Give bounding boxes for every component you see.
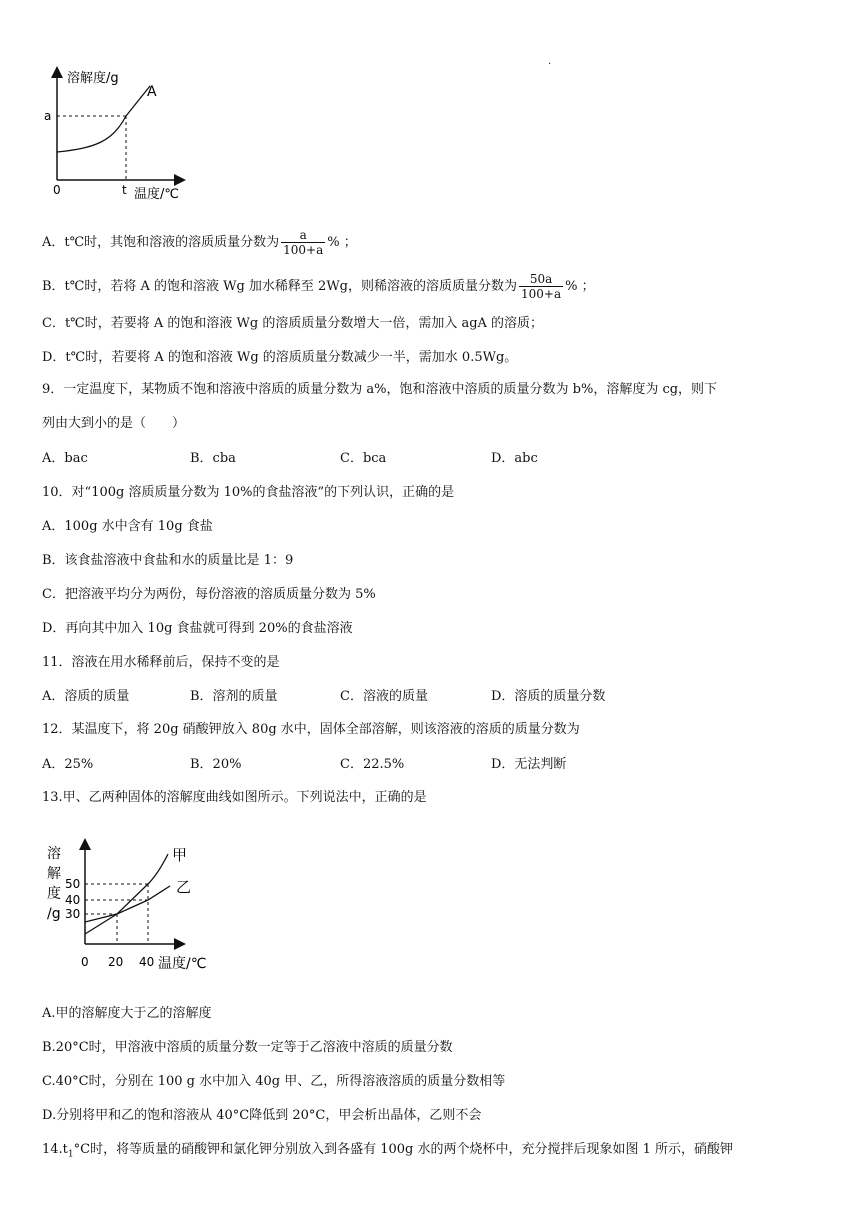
x-tick-20: 20 xyxy=(108,955,124,969)
q10-option-a: A．100g 水中含有 10g 食盐 xyxy=(42,519,213,534)
y-tick-30: 30 xyxy=(65,907,81,921)
q10-option-b: B．该食盐溶液中食盐和水的质量比是 1：9 xyxy=(42,553,294,568)
x-tick-0: 0 xyxy=(81,955,89,969)
y-axis-label: 溶解度/g xyxy=(67,71,119,86)
q10-option-c: C．把溶液平均分为两份，每份溶液的溶质质量分数为 5% xyxy=(42,587,376,602)
q8-option-a: A．t℃时，其饱和溶液的溶质质量分数为 $\frac{a}{100+a}$ % ； xyxy=(42,228,357,257)
solubility-chart-b xyxy=(40,836,230,976)
q9-stem-line2: 列由大到小的是（ ） xyxy=(42,416,186,431)
origin-label: 0 xyxy=(53,183,61,197)
q8-option-d: D．t℃时，若要将 A 的饱和溶液 Wg 的溶质质量分数减少一半，需加水 0.5Wg。 xyxy=(42,350,518,365)
q9-options xyxy=(42,449,802,469)
q13-stem: 13.甲、乙两种固体的溶解度曲线如图所示。下列说法中，正确的是 xyxy=(42,790,427,805)
y-tick-50: 50 xyxy=(65,877,81,891)
x-axis-label: 温度/℃ xyxy=(134,187,179,202)
curve-a xyxy=(57,86,150,152)
fraction: $\frac{a}{100+a}$ xyxy=(283,228,324,257)
x-axis-label: 温度/℃ xyxy=(158,956,207,972)
q10-option-d: D．再向其中加入 10g 食盐就可得到 20%的食盐溶液 xyxy=(42,621,353,636)
y-axis-label-2: 解 xyxy=(47,866,61,882)
q12-options xyxy=(42,755,802,775)
q11-option: A．溶质的质量 xyxy=(42,689,130,704)
q11-option: C．溶液的质量 xyxy=(340,689,428,704)
curve-label-yi: 乙 xyxy=(176,878,192,896)
q8-option-c: C．t℃时，若要将 A 的饱和溶液 Wg 的溶质质量分数增大一倍，需加入 agA 的溶质； xyxy=(42,316,544,331)
q13-option-d: D.分别将甲和乙的饱和溶液从 40°C降低到 20°C，甲会析出晶体，乙则不会 xyxy=(42,1108,482,1123)
y-axis-label-3: 度 xyxy=(47,886,61,902)
q9-option: A．bac xyxy=(42,451,88,466)
x-tick-t: t xyxy=(122,183,127,197)
q12-option: B．20% xyxy=(190,757,242,772)
q11-stem: 11．溶液在用水稀释前后，保持不变的是 xyxy=(42,655,280,670)
q9-stem-line1: 9．一定温度下，某物质不饱和溶液中溶质的质量分数为 a%，饱和溶液中溶质的质量分数为 b%，溶解度为 cg，则下 xyxy=(42,382,718,397)
q8-option-b: B．t℃时，若将 A 的饱和溶液 Wg 加水稀释至 2Wg，则稀溶液的溶质质量分数为 $\frac{50a}{100+a}$ % ； xyxy=(42,272,595,301)
q9-option: C．bca xyxy=(340,451,387,466)
y-axis-label-4: /g xyxy=(47,906,61,922)
header-mark: . xyxy=(548,56,552,67)
x-tick-40: 40 xyxy=(139,955,155,969)
solubility-chart-a xyxy=(40,64,200,204)
q10-stem: 10．对“100g 溶质质量分数为 10%的食盐溶液”的下列认识，正确的是 xyxy=(42,485,455,500)
q12-stem: 12．某温度下，将 20g 硝酸钾放入 80g 水中，固体全部溶解，则该溶液的溶质的质量分数为 xyxy=(42,722,580,737)
curve-jia xyxy=(85,854,168,934)
q9-option: D．abc xyxy=(491,451,538,466)
y-tick-a: a xyxy=(44,109,52,123)
q13-option-c: C.40°C时，分别在 100 g 水中加入 40g 甲、乙，所得溶液溶质的质量分数相等 xyxy=(42,1074,506,1089)
fraction: $\frac{50a}{100+a}$ xyxy=(521,272,562,301)
y-tick-40: 40 xyxy=(65,893,81,907)
q14-stem: $14.t_1^\circ C$时，将等质量的硝酸钾和氯化钾分别放入到各盛有 100g 水的两个烧杯中，充分搅拌后现象如图 1 所示，硝酸钾 xyxy=(42,1142,734,1160)
q12-option: A．25% xyxy=(42,757,94,772)
curve-label-jia: 甲 xyxy=(172,846,188,864)
y-axis-label-1: 溶 xyxy=(47,846,61,862)
q9-option: B．cba xyxy=(190,451,236,466)
q13-option-b: B.20°C时，甲溶液中溶质的质量分数一定等于乙溶液中溶质的质量分数 xyxy=(42,1040,453,1055)
q11-options xyxy=(42,687,802,707)
curve-label-a: A xyxy=(147,84,157,100)
q12-option: D．无法判断 xyxy=(491,757,567,772)
q12-option: C．22.5% xyxy=(340,757,405,772)
q13-option-a: A.甲的溶解度大于乙的溶解度 xyxy=(42,1006,212,1021)
q11-option: B．溶剂的质量 xyxy=(190,689,278,704)
q11-option: D．溶质的质量分数 xyxy=(491,689,606,704)
